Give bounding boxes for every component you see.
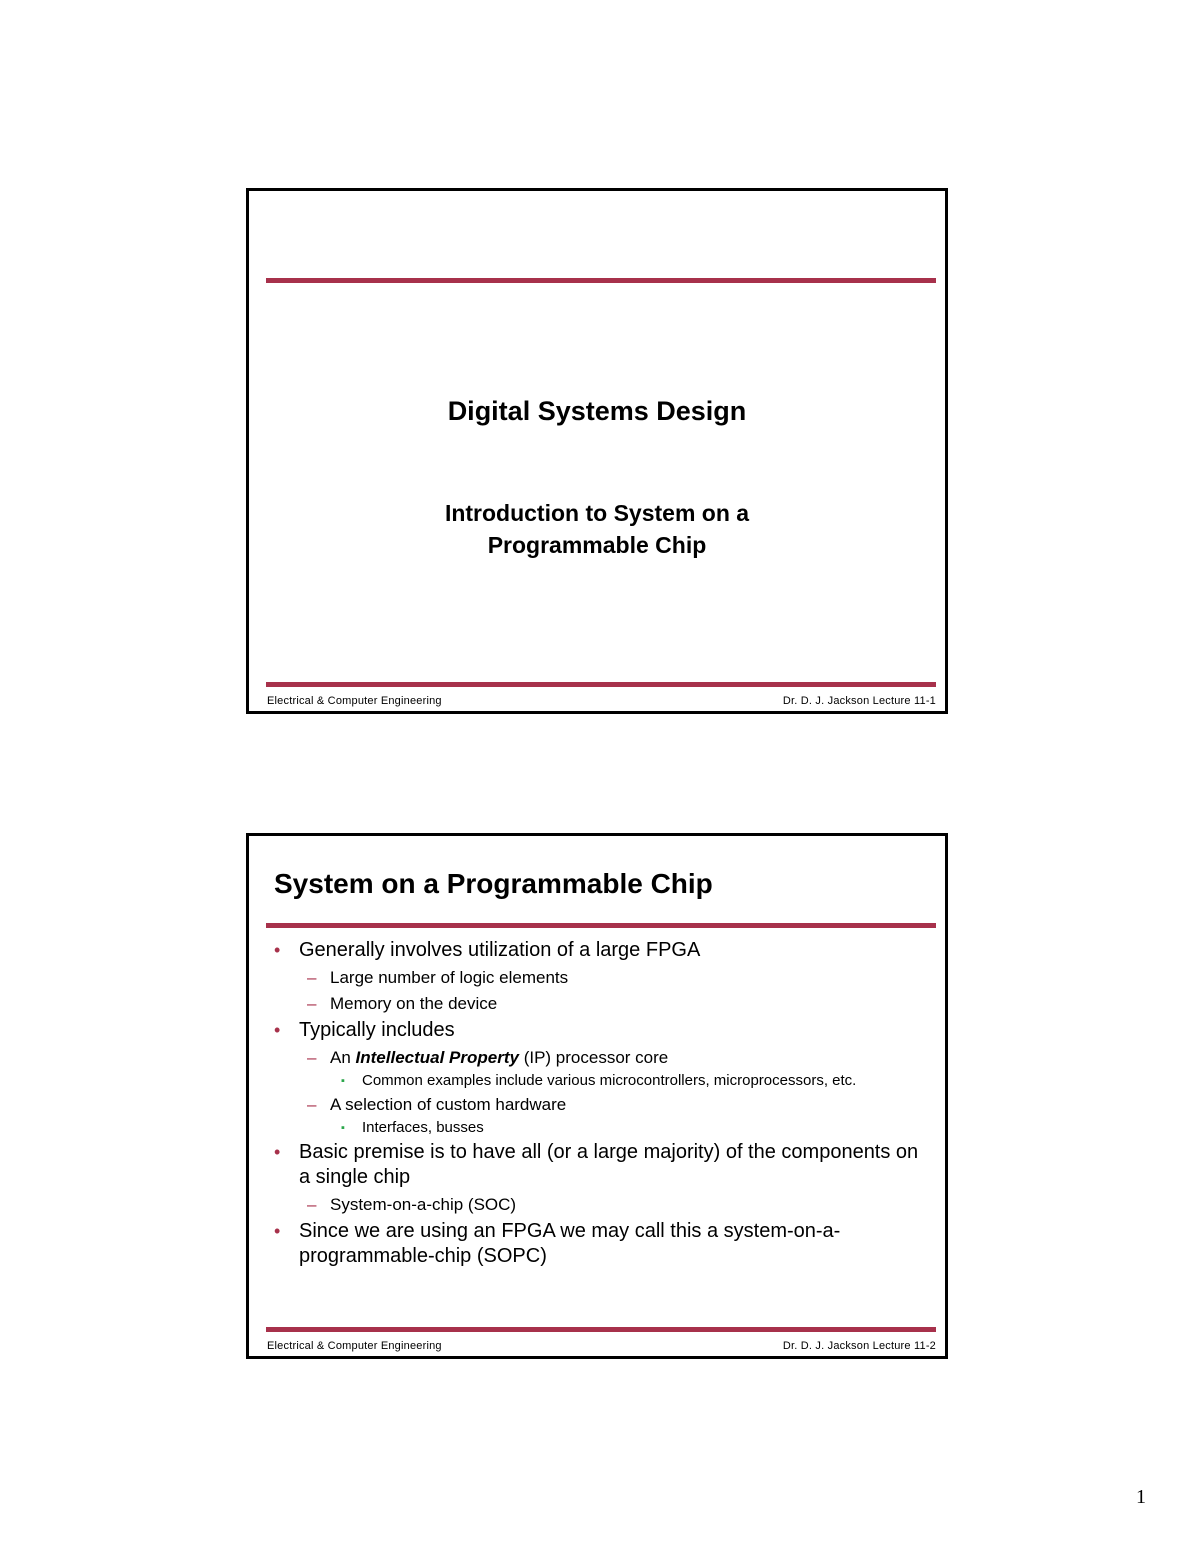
- bullet-item: • Generally involves utilization of a large FPGA: [271, 938, 925, 963]
- sub-bullet-item: – System-on-a-chip (SOC): [271, 1194, 925, 1216]
- sub-bullet-prefix: An: [330, 1048, 356, 1067]
- slide-heading: System on a Programmable Chip: [274, 868, 713, 899]
- sub-bullet-suffix: (IP) processor core: [518, 1048, 669, 1067]
- sub-bullet-item: [271, 1047, 925, 1069]
- sub-sub-bullet-item: ▪ Interfaces, busses: [271, 1119, 925, 1137]
- top-rule: [266, 278, 936, 283]
- bottom-rule: [266, 682, 936, 687]
- subtitle-line-2: Programmable Chip: [487, 532, 707, 558]
- sub-sub-bullet-item: ▪ Common examples include various microcontrollers, microprocessors, etc.: [271, 1072, 925, 1090]
- footer-lecture: Dr. D. J. Jackson Lecture 11-2: [782, 1340, 936, 1352]
- slide-2: [246, 833, 948, 1359]
- slide-title: Digital Systems Design: [447, 396, 747, 426]
- subtitle-line-1: Introduction to System on a: [444, 500, 750, 526]
- footer-department: Electrical & Computer Engineering: [267, 1340, 442, 1352]
- footer-lecture: Dr. D. J. Jackson Lecture 11-1: [782, 695, 936, 707]
- slide-1: [246, 188, 948, 714]
- bullet-item: • Basic premise is to have all (or a large majority) of the components on a single chip: [271, 1140, 925, 1190]
- bullet-item: • Typically includes: [271, 1018, 925, 1043]
- sub-bullet-item: – A selection of custom hardware: [271, 1094, 925, 1116]
- sub-bullet-item: – Large number of logic elements: [271, 967, 925, 989]
- bullet-list: [271, 935, 925, 1269]
- footer-department: Electrical & Computer Engineering: [267, 695, 442, 707]
- bottom-rule: [266, 1327, 936, 1332]
- top-rule: [266, 923, 936, 928]
- slide-subtitle: [249, 497, 945, 561]
- sub-bullet-item: – Memory on the device: [271, 993, 925, 1015]
- bullet-item: • Since we are using an FPGA we may call this a system-on-a-programmable-chip (SOPC): [271, 1219, 925, 1269]
- emphasized-term: Intellectual Property: [355, 1048, 519, 1067]
- page-number: 1: [1136, 1486, 1146, 1508]
